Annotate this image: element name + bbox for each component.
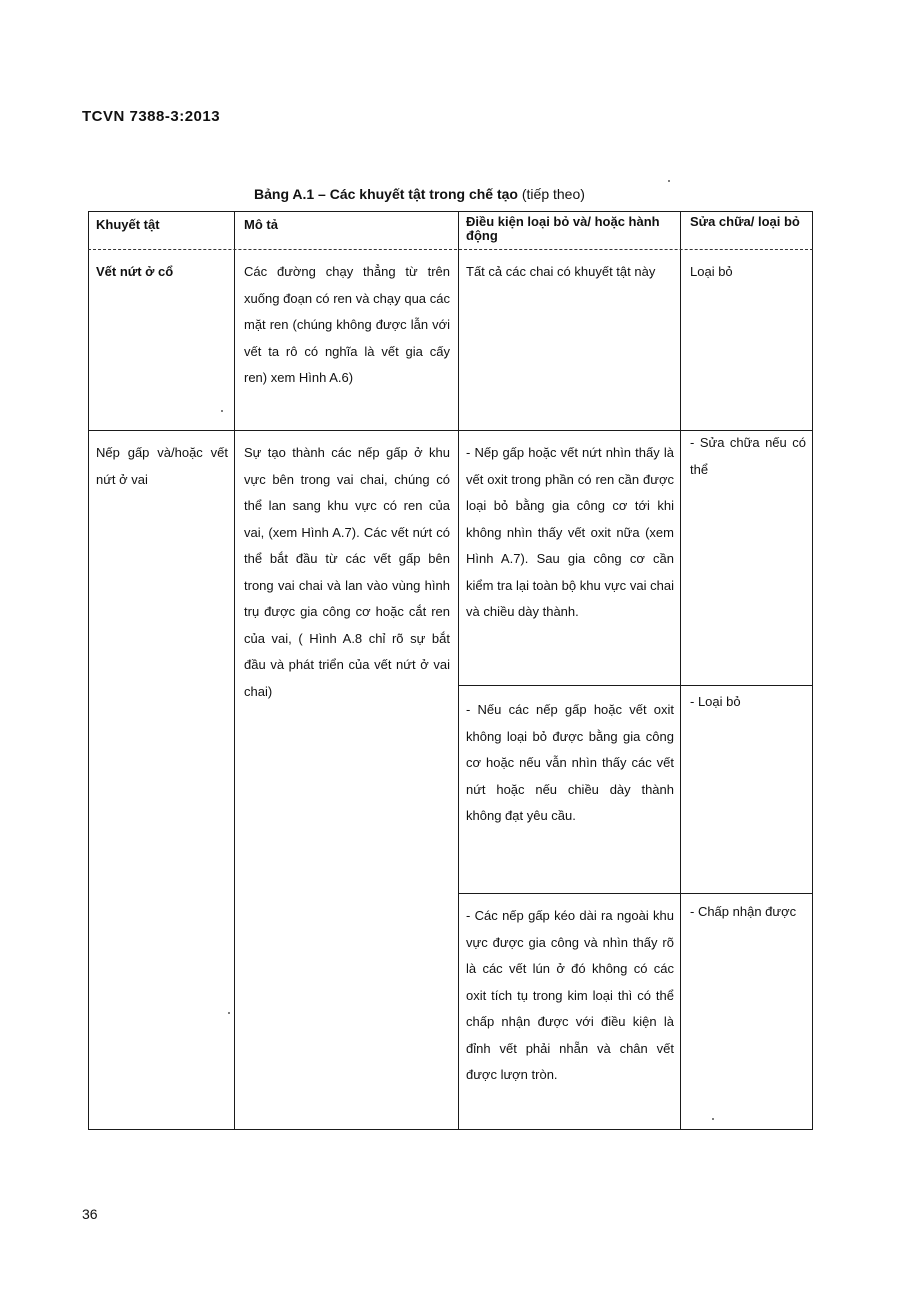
scan-speck xyxy=(221,410,223,412)
table-border-right xyxy=(812,211,813,1130)
subrow-divider-2 xyxy=(458,893,813,894)
header-defect: Khuyết tật xyxy=(96,217,160,232)
table-caption-title: Bảng A.1 – Các khuyết tật trong chế tạo xyxy=(254,186,518,202)
document-code: TCVN 7388-3:2013 xyxy=(82,108,221,125)
table-caption xyxy=(254,186,585,202)
table-border-bottom xyxy=(88,1129,813,1130)
column-divider-2 xyxy=(458,211,459,1130)
scan-speck xyxy=(668,180,670,182)
header-action: Sửa chữa/ loại bỏ xyxy=(690,214,800,229)
header-divider xyxy=(88,249,813,250)
scan-speck xyxy=(228,1012,230,1014)
row2-action-3: - Chấp nhận được xyxy=(690,904,797,919)
row2-description: Sự tạo thành các nếp gấp ở khu vực bên trong vai chai, chúng có thể lan sang khu vực có ren của vai, (xem Hình A.7). Các vết nứt có thể bắt đầu từ các vết gấp bên trong vai chai và lan vào vùng hình trụ được gia công cơ hoặc cắt ren của vai, ( Hình A.8 chỉ rõ sự bắt đầu và phát triển của vết nứt ở vai chai) xyxy=(244,445,450,699)
scan-speck xyxy=(712,1118,714,1120)
row1-defect: Vết nứt ở cổ xyxy=(96,264,174,279)
row1-description: Các đường chạy thẳng từ trên xuống đoạn có ren và chạy qua các mặt ren (chúng không được lẫn với vết ta rô có nghĩa là vết gia cấy ren) xem Hình A.6) xyxy=(244,264,450,385)
table-border-left xyxy=(88,211,89,1130)
row1-action: Loại bỏ xyxy=(690,264,733,279)
page-number: 36 xyxy=(82,1206,98,1222)
row2-defect: Nếp gấp và/hoặc vết nứt ở vai xyxy=(96,445,228,487)
row2-action-2: - Loại bỏ xyxy=(690,694,741,709)
row2-condition-2: - Nếu các nếp gấp hoặc vết oxit không loại bỏ được bằng gia công cơ hoặc nếu vẫn nhìn thấy các vết nứt hoặc nếu chiều dày thành không đạt yêu cầu. xyxy=(466,702,674,823)
column-divider-1 xyxy=(234,211,235,1130)
row2-condition-1: - Nếp gấp hoặc vết nứt nhìn thấy là vết oxit trong phần có ren cần được loại bỏ bằng gia công cơ tới khi không nhìn thấy vết oxit nữa (xem Hình A.7). Sau gia công cơ cần kiểm tra lại toàn bộ khu vực vai chai và chiều dày thành. xyxy=(466,445,674,619)
subrow-divider-1 xyxy=(458,685,813,686)
row2-action-1: - Sửa chữa nếu có thể xyxy=(690,435,806,477)
row1-condition: Tất cả các chai có khuyết tật này xyxy=(466,264,656,279)
header-conditions: Điều kiện loại bỏ và/ hoặc hành động xyxy=(466,214,660,243)
header-description: Mô tả xyxy=(244,217,278,232)
row2-condition-3: - Các nếp gấp kéo dài ra ngoài khu vực được gia công và nhìn thấy rõ là các vết lún ở đó không có các oxit tích tụ trong kim loại thì có thể chấp nhận được với điều kiện là đỉnh vết phải nhẵn và chân vết được lượn tròn. xyxy=(466,908,674,1082)
column-divider-3 xyxy=(680,211,681,1130)
defects-table xyxy=(88,211,813,1130)
table-border-top xyxy=(88,211,813,212)
table-caption-suffix: (tiếp theo) xyxy=(521,186,585,202)
